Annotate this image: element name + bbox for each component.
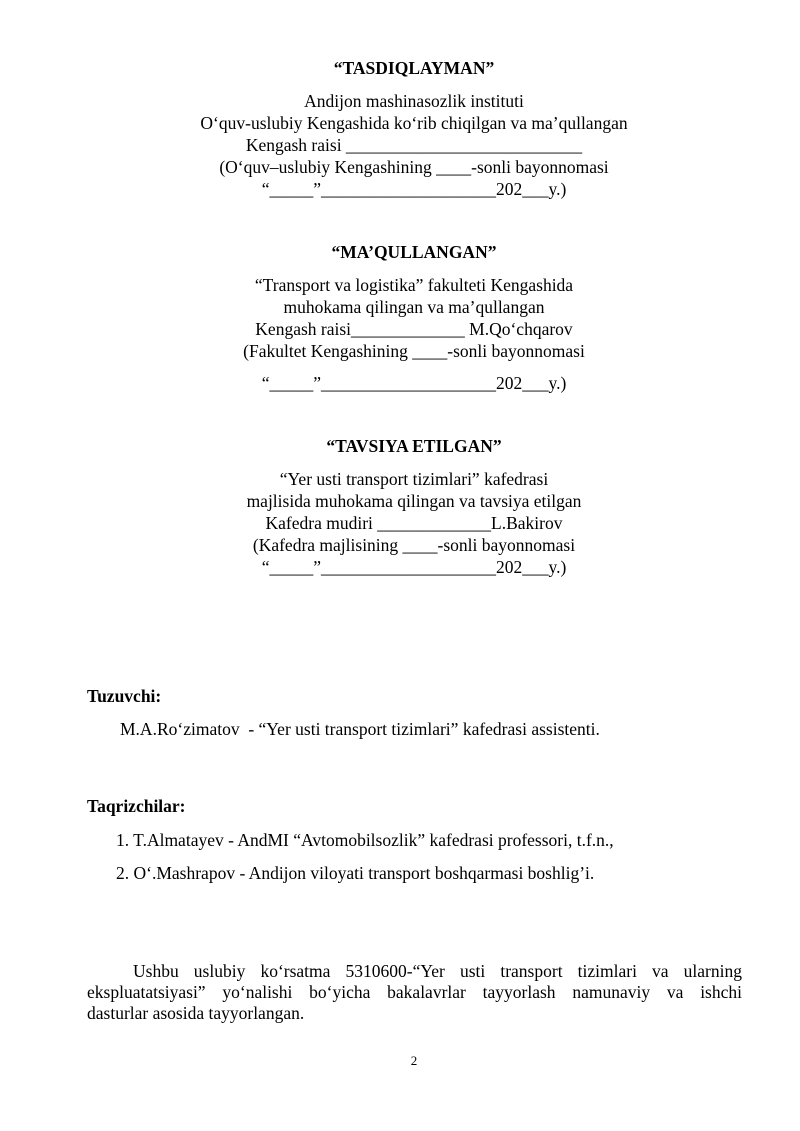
agreed-heading: “MA’QULLANGAN”: [331, 242, 497, 262]
recommended-line-date: “_____”____________________202___y.): [261, 557, 567, 577]
agreed-line-date: “_____”____________________202___y.): [261, 373, 567, 393]
compiler-text: M.A.Ro‘zimatov - “Yer usti transport tizimlari” kafedrasi assistenti.: [120, 719, 600, 739]
reviewer-item: 1. T.Almatayev - AndMI “Avtomobilsozlik” kafedrasi professori, t.f.n.,: [116, 830, 614, 850]
note-line: dasturlar asosida tayyorlangan.: [87, 1003, 305, 1023]
approved-line-council: O‘quv-uslubiy Kengashida ko‘rib chiqilgan va ma’qullangan: [200, 113, 628, 133]
recommended-line-discussed: majlisida muhokama qilingan va tavsiya etilgan: [246, 491, 582, 511]
reviewer-item: 2. O‘.Mashrapov - Andijon viloyati transport boshqarmasi boshlig’i.: [116, 863, 595, 883]
approved-line-chairman: Kengash raisi ___________________________: [245, 135, 583, 155]
agreed-line-chairman: Kengash raisi_____________ M.Qo‘chqarov: [255, 319, 573, 339]
note-line: Ushbu uslubiy ko‘rsatma 5310600-“Yer usti transport tizimlari va ularning: [133, 961, 742, 981]
approved-line-protocol: (O‘quv–uslubiy Kengashining ____-sonli bayonnomasi: [219, 157, 609, 177]
agreed-line-protocol: (Fakultet Kengashining ____-sonli bayonnomasi: [243, 341, 585, 361]
agreed-line-discussed: muhokama qilingan va ma’qullangan: [283, 297, 545, 317]
note-paragraph: [87, 961, 742, 1024]
page-number: 2: [410, 1053, 418, 1068]
recommended-line-department: “Yer usti transport tizimlari” kafedrasi: [279, 469, 549, 489]
note-line: ekspluatatsiyasi” yo‘nalishi bo‘yicha bakalavrlar tayyorlash namunaviy va ishchi: [87, 982, 742, 1002]
agreed-line-faculty: “Transport va logistika” fakulteti Kengashida: [254, 275, 574, 295]
recommended-line-protocol: (Kafedra majlisining ____-sonli bayonnomasi: [252, 535, 576, 555]
approved-line-institute: Andijon mashinasozlik instituti: [304, 91, 524, 111]
compiler-label: Tuzuvchi:: [87, 686, 162, 706]
approved-line-date: “_____”____________________202___y.): [261, 179, 567, 199]
recommended-line-head: Kafedra mudiri _____________L.Bakirov: [265, 513, 563, 533]
approved-heading: “TASDIQLAYMAN”: [333, 58, 495, 78]
recommended-heading: “TAVSIYA ETILGAN”: [326, 436, 502, 456]
reviewers-label: Taqrizchilar:: [87, 796, 186, 816]
